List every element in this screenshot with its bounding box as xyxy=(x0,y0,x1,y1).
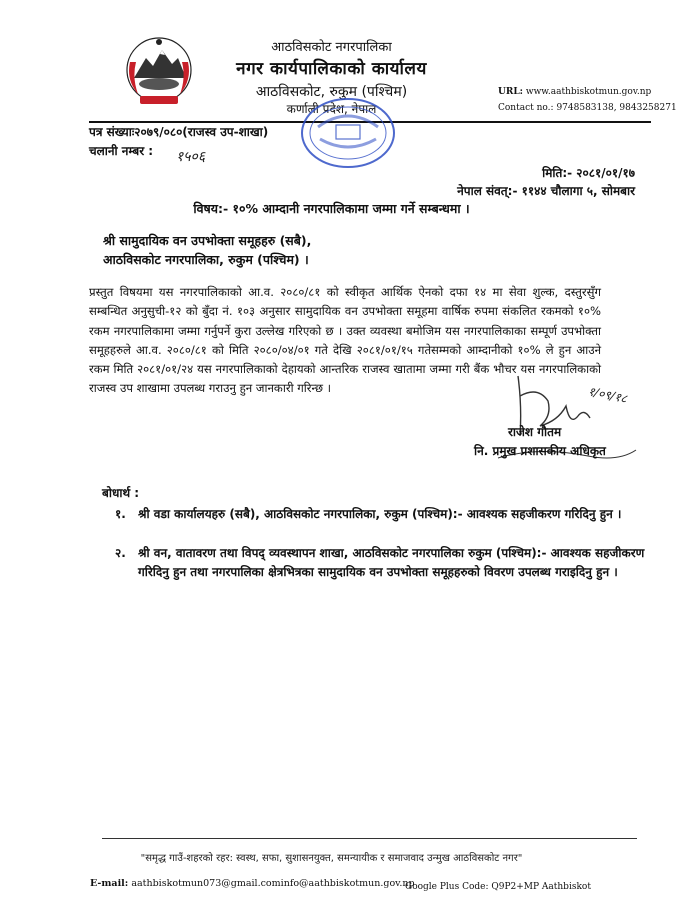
nepal-sambat-date: नेपाल संवत्:- ११४४ चौलागा ५, सोमबार xyxy=(457,184,635,198)
office-seal-icon xyxy=(298,95,398,173)
recipient-line-1: श्री सामुदायिक वन उपभोक्ता समूहहरु (सबै), xyxy=(103,233,312,248)
website-url xyxy=(498,87,651,97)
cc-label: बोधार्थ : xyxy=(102,486,140,500)
office-address: आठविसकोट, रुकुम (पश्चिम) xyxy=(255,84,408,100)
cc-item-number: २. xyxy=(115,546,126,560)
url-value: www.aathbiskotmun.gov.np xyxy=(525,87,652,97)
letter-subject: विषय:- १०% आम्दानी नगरपालिकामा जम्मा गर्ने सम्बन्धमा । xyxy=(193,201,470,216)
letter-body: प्रस्तुत विषयमा यस नगरपालिकाको आ.व. २०८०/८१ को स्वीकृत आर्थिक ऐनको दफा १४ मा सेवा शुल्क, दस्तुरसुँग सम्बन्धित अनुसुची-१२ को बुँदा नं. १०३ अनुसार सामुदायिक वन उपभोक्ता समूहमा वार्षिक रुपमा संकलित रकमको १०% रकम नगरपालिकामा जम्मा गर्नुपर्ने कुरा उल्लेख गरिएको छ । उक्त व्यवस्था बमोजिम यस नगरपालिकाका सम्पूर्ण उपभोक्ता समूहहरुले आ.व. २०८०/८१ को मिति २०८०/०४/०१ गते देखि २०८१/०१/१५ गतेसम्मको आम्दानीको १०% ले हुन आउने रकम मिति २०८१/०१/२४ यस नगरपालिकाको देहायको आन्तरिक राजस्व खातामा जम्मा गरी बैंक भौचर यस नगरपालिकाको राजस्व उप शाखामा उपलब्ध गराउनु हुन जानकारी गरिन्छ । xyxy=(89,285,601,396)
cc-item: श्री वडा कार्यालयहरु (सबै), आठविसकोट नगरपालिका, रुकुम (पश्चिम):- आवश्यक सहजीकरण गरिदिनु हुन । xyxy=(138,507,622,521)
google-plus-code: Google Plus Code: Q9P2+MP Aathbiskot xyxy=(405,882,591,892)
footer-divider xyxy=(102,838,637,839)
email-label: E-mail: xyxy=(90,878,129,889)
province-name: कर्णाली प्रदेश, नेपाल xyxy=(286,102,377,116)
office-title: नगर कार्यपालिकाको कार्यालय xyxy=(236,59,427,79)
cc-item: श्री वन, वातावरण तथा विपद् व्यवस्थापन शाखा, आठविसकोट नगरपालिका रुकुम (पश्चिम):- आवश्यक सहजीकरण गरिदिनु हुन तथा नगरपालिका क्षेत्रभित्रका सामुदायिक वन उपभोक्ता समूहहरुको विवरण उपलब्ध गराइदिनु हुन । xyxy=(138,546,645,579)
recipient-line-2: आठविसकोट नगरपालिका, रुकुम (पश्चिम) । xyxy=(103,252,309,267)
footer-email xyxy=(90,878,415,889)
url-label: URL: xyxy=(498,87,523,97)
letter-date: मिति:- २०८१/०१/१७ xyxy=(542,166,635,180)
footer-motto: "समृद्ध गाउँ-शहरको रहर: स्वस्थ, सफा, सुशासनयुक्त, समन्यायीक र समाजवाद उन्मुख आठविसकोट नगर" xyxy=(140,853,523,864)
signatory-title: नि. प्रमुख प्रशासकीय अधिकृत xyxy=(474,444,606,458)
contact-value: 9748583138, 9843258271 xyxy=(556,103,677,113)
signatory-name: राजेश गौतम xyxy=(508,425,562,439)
contact-number xyxy=(498,103,677,113)
contact-label: Contact no.: xyxy=(498,103,554,113)
cc-item-number: १. xyxy=(115,507,126,521)
email-value: aathbiskotmun073@gmail.cominfo@aathbiskotmun.gov.np xyxy=(131,878,415,889)
signature-date-handwritten: १/०९/१८ xyxy=(586,384,629,406)
chalani-number-handwritten: १५०६ xyxy=(176,149,206,165)
municipality-name: आठविसकोट नगरपालिका xyxy=(271,40,392,55)
chalani-label: चलानी नम्बर : xyxy=(89,144,154,158)
patra-sankhya: पत्र संख्याः२०७९/०८०(राजस्व उप-शाखा) xyxy=(89,125,269,139)
